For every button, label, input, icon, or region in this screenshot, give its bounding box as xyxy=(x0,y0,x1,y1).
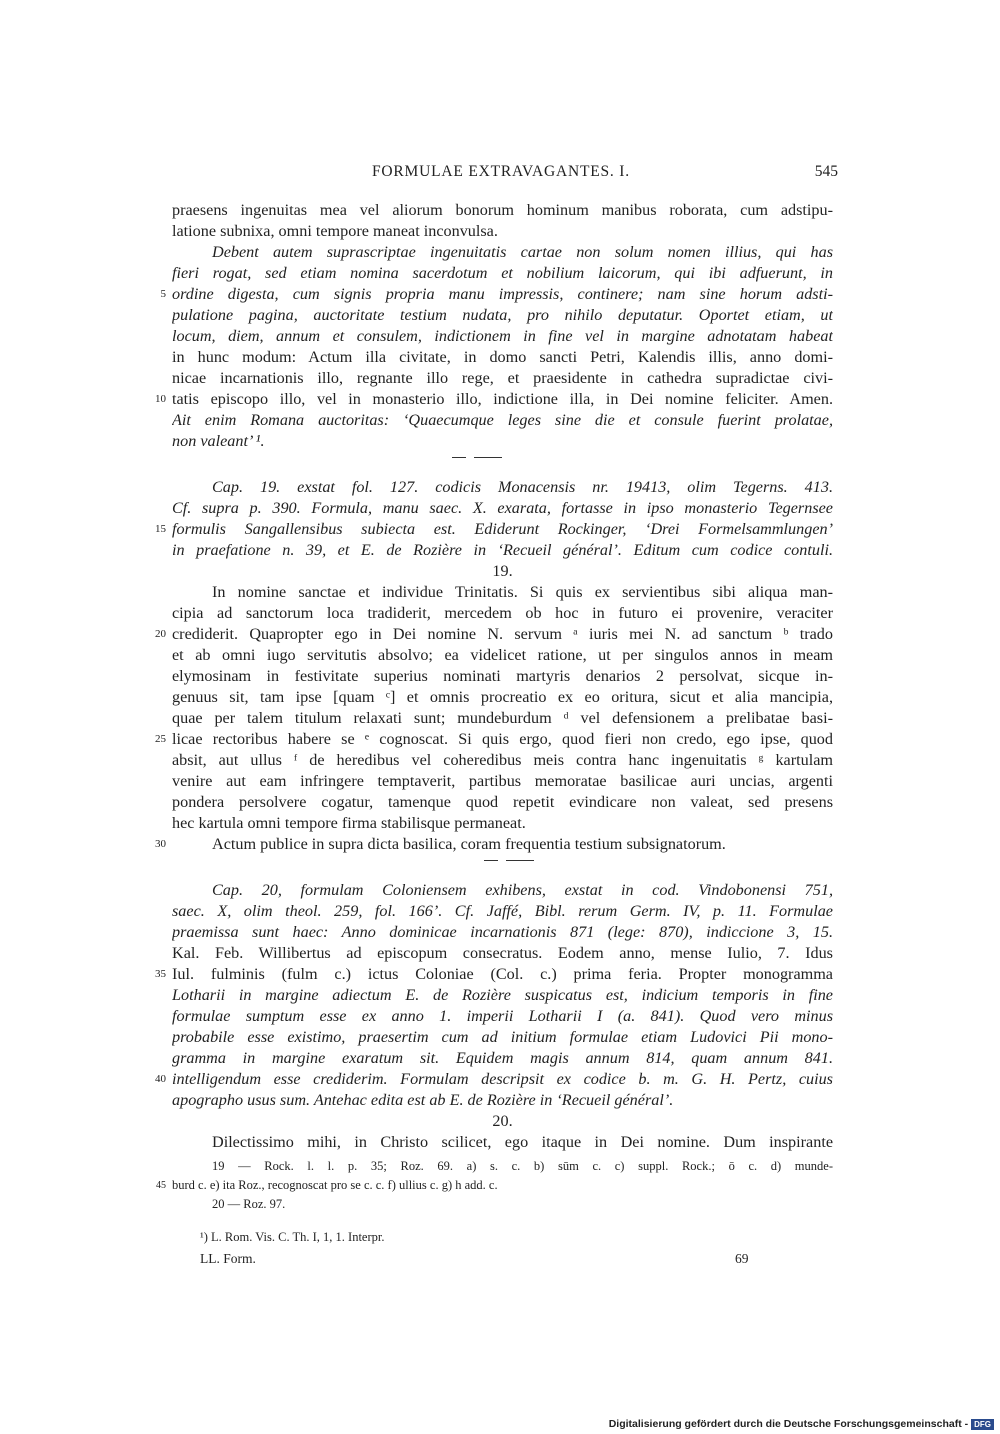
text-line: pulatione pagina, auctoritate testium nudata, pro nihilo deputatur. Oportet etiam, ut xyxy=(172,306,833,324)
text-line: Cap. 20, formulam Coloniensem exhibens, exstat in cod. Vindobonensi 751, xyxy=(212,881,833,899)
text-line: nicae incarnationis illo, regnante illo rege, et praesidente in cathedra supradictae civi- xyxy=(172,369,833,387)
text-line: praesens ingenuitas mea vel aliorum bonorum hominum manibus roborata, cum adstipu- xyxy=(172,201,833,219)
section-separator xyxy=(172,855,833,868)
text-line: formulae sumptum esse ex anno 1. imperii Lotharii I (a. 841). Quod vero minus xyxy=(172,1007,833,1025)
text-line: 15 formulis Sangallensibus subiecta est. Ediderunt Rockinger, ‘Drei Formelsammlungen’ xyxy=(172,519,833,540)
credit-text: Digitalisierung gefördert durch die Deutsche Forschungsgemeinschaft - xyxy=(608,1418,969,1430)
text-line: et ab omni iugo servitutis absolvo; ea videlicet ratione, ut per singulos annos in meam xyxy=(172,646,833,664)
critical-apparatus xyxy=(156,1157,833,1214)
text-line: Ait enim Romana auctoritas: ‘Quaecumque leges sine die et consule fuerint prolatae, xyxy=(172,411,833,429)
text-line: 5 ordine digesta, cum signis propria manu impressis, continere; nam sine horum adsti- xyxy=(172,284,833,305)
line-number: 10 xyxy=(155,393,166,405)
text-line: 40 intelligendum esse crediderim. Formulam descripsit ex codice b. m. G. H. Pertz, cuius xyxy=(172,1069,833,1090)
line-number: 5 xyxy=(160,288,166,300)
line-number: 15 xyxy=(155,523,166,535)
text-line: elymosinam in festivitate superius nominati martyris denarios 2 persolvat, sicque in- xyxy=(172,667,833,685)
text-line: In nomine sanctae et individue Trinitatis. Si quis ex servientibus sibi aliqua man- xyxy=(212,583,833,601)
page-number: 545 xyxy=(814,163,838,180)
text-line: hec kartula omni tempore firma stabilisque permaneat. xyxy=(172,814,526,832)
page-header xyxy=(372,163,838,185)
text-line: saec. X, olim theol. 259, fol. 166’. Cf. Jaffé, Bibl. rerum Germ. IV, p. 11. Formulae xyxy=(172,902,833,920)
text-line: Cap. 19. exstat fol. 127. codicis Monacensis nr. 19413, olim Tegerns. 413. xyxy=(212,478,833,496)
digitization-credit xyxy=(609,1418,994,1430)
dfg-logo: DFG xyxy=(971,1419,994,1430)
text-line: 35 Iul. fulminis (fulm c.) ictus Coloniae (Col. c.) prima feria. Propter monogramma xyxy=(172,964,833,985)
text-line: probabile esse existimo, praesertim cum ad initium formulae etiam Ludovici Pii mono- xyxy=(172,1028,833,1046)
sheet-number: 69 xyxy=(735,1251,749,1266)
text-line: latione subnixa, omni tempore maneat inconvulsa. xyxy=(172,222,498,240)
footnote: ¹) L. Rom. Vis. C. Th. I, 1, 1. Interpr. xyxy=(200,1230,385,1244)
formula-number: 20. xyxy=(492,1112,513,1130)
text-line: quae per talem titulum relaxati sunt; mundeburdum ᵈ vel defensionem a prelibatae basi- xyxy=(172,709,833,727)
note-line: 19 — Rock. l. l. p. 35; Roz. 69. a) s. c. b) sūm c. c) suppl. Rock.; ō c. d) munde- xyxy=(212,1159,833,1173)
text-line: cipia ad sanctorum loca tradiderit, mercedem ob hoc in futuro ei provenire, veraciter xyxy=(172,604,833,622)
text-line: non valeant’ ¹. xyxy=(172,432,265,450)
note-line: 20 — Roz. 97. xyxy=(212,1197,286,1211)
line-number: 35 xyxy=(155,968,166,980)
note-line: 45 burd c. e) ita Roz., recognoscat pro se c. c. f) ullius c. g) h add. c. xyxy=(172,1176,833,1195)
text-line: absit, aut ullus ᶠ de heredibus vel coheredibus meis contra hanc ingenuitatis ᵍ kartulam xyxy=(172,751,833,769)
section-separator xyxy=(172,452,833,465)
line-number: 20 xyxy=(155,628,166,640)
text-line: in hunc modum: Actum illa civitate, in domo sancti Petri, Kalendis illis, anno domi- xyxy=(172,348,833,366)
text-line: locum, diem, annum et consulem, indictionem in fine vel in margine adnotatam habeat xyxy=(172,327,833,345)
text-line: venire aut eam infringere temptaverit, partibus memoratae basilicae auri uncias, argenti xyxy=(172,772,833,790)
signature-mark: LL. Form. xyxy=(200,1251,256,1266)
text-line: Dilectissimo mihi, in Christo scilicet, ego itaque in Dei nomine. Dum inspirante xyxy=(212,1133,833,1151)
formula-number: 19. xyxy=(492,562,513,580)
main-text xyxy=(155,200,833,1153)
text-line: Kal. Feb. Willibertus ad episcopum consecratus. Eodem anno, mense Iulio, 7. Idus xyxy=(172,944,833,962)
text-line: praemissa sunt haec: Anno dominicae incarnationis 871 (lege: 870), indiccione 3, 15. xyxy=(172,923,833,941)
line-number: 25 xyxy=(155,733,166,745)
text-line: apographo usus sum. Antehac edita est ab E. de Rozière in ‘Recueil général’. xyxy=(172,1091,674,1109)
text-line: pondera persolvere cogatur, tamenque quod repetit evindicare non valeat, sed presens xyxy=(172,793,833,811)
text-line: Cf. supra p. 390. Formula, manu saec. X. exarata, fortasse in ipso monasterio Tegernsee xyxy=(172,499,833,517)
text-line: 25 licae rectoribus habere se ᵉ cognoscat. Si quis ergo, quod fieri non credo, ego ipse, quod xyxy=(172,729,833,750)
line-number: 30 xyxy=(155,838,166,850)
line-number: 45 xyxy=(156,1180,166,1191)
text-line: 30 Actum publice in supra dicta basilica, coram frequentia testium subsignatorum. xyxy=(172,834,833,855)
text-line: 20 crediderit. Quapropter ego in Dei nomine N. servum ᵃ iuris mei N. ad sanctum ᵇ trado xyxy=(172,624,833,645)
text-line: in praefatione n. 39, et E. de Rozière in ‘Recueil général’. Editum cum codice contuli. xyxy=(172,541,833,559)
text-line: gramma in margine exaratum sit. Equidem magis annum 814, quam annum 841. xyxy=(172,1049,833,1067)
text-line: genuus sit, tam ipse [quam ᶜ] et omnis procreatio ex eo oritura, sicut et alia mancipia, xyxy=(172,688,833,706)
text-line: fieri rogat, sed etiam nomina sacerdotum et nobilium laicorum, qui ibi adfuerunt, in xyxy=(172,264,833,282)
running-title: FORMULAE EXTRAVAGANTES. I. xyxy=(372,163,630,180)
text-line: Lotharii in margine adiectum E. de Rozière suspicatus est, indicium temporis in fine xyxy=(172,986,833,1004)
text-line: 10 tatis episcopo illo, vel in monasterio illo, indictione illa, in Dei nomine feliciter. Amen. xyxy=(172,389,833,410)
line-number: 40 xyxy=(155,1073,166,1085)
text-line: Debent autem suprascriptae ingenuitatis cartae non solum nomen illius, qui has xyxy=(212,243,833,261)
